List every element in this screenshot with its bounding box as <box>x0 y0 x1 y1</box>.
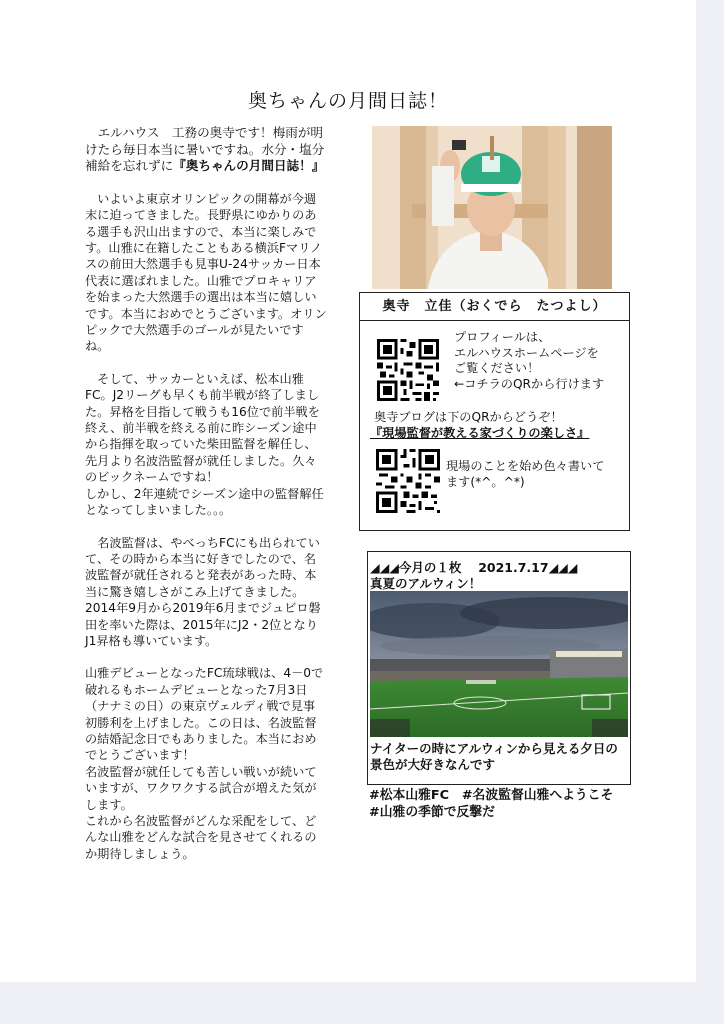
photo-card-caption: ナイターの時にアルウィンから見える夕日の景色が大好きなんです <box>370 741 618 772</box>
intro-emphasis: 『奥ちゃんの月間日誌！』 <box>173 158 325 174</box>
paragraph-olympics: いよいよ東京オリンピックの開幕が今週末に迫ってきました。長野県にゆかりのある選手も沢山出ますので、本当に楽しみです。山雅に在籍したこともある横浜Fマリノスの前田大然選手も見事U-24サッカー日本代表に選ばれました。山雅でプロキャリアを始まった大然選手の選出は本当に嬉しいです。本当におめでとうございます。オリンピックで大然選手のゴールが見たいですね。 <box>85 191 327 354</box>
profile-qr-icon[interactable] <box>377 339 439 401</box>
paragraph-nanami-coach: 名波監督は、やべっちFCにも出られていて、その時から本当に好きでしたので、名波監督が就任されると発表があった時、本当に驚き嬉しさがこみ上げてきました。2014年9月から2019年6月までジュビロ磐田を率いた際は、2015年にJ2・2位となりJ1昇格も導いています。 <box>85 535 321 648</box>
blog-qr-text: 現場のことを始め色々書いて ます(*^。^*) <box>446 459 605 489</box>
blog-intro: 奥寺ブログは下のQRからどうぞ！ <box>374 410 563 424</box>
hashtags: #松本山雅FC #名波監督山雅へようこそ #山雅の季節で反撃だ <box>369 788 627 820</box>
worker-photo <box>372 126 612 289</box>
stadium-photo <box>370 591 628 737</box>
profile-box <box>359 292 630 531</box>
photo-card-heading: ◢◢◢今月の１枚 2021.7.17◢◢◢ <box>370 560 578 575</box>
profile-qr-text: プロフィールは、 エルハウスホームページを ご覧ください！ ←コチラのQRから行けます <box>454 330 605 391</box>
intro-text: エルハウス 工務の奥寺です！梅雨が明けたら毎日本当に暑いですね。水分・塩分補給を忘れずに <box>85 125 325 174</box>
paragraph-debut: 山雅デビューとなったFC琉球戦は、4－0で破れるもホームデビューとなった7月3日（ナナミの日）の東京ヴェルディ戦で見事初勝利を上げました。この日は、名波監督の結婚記念日でもありました。本当におめでとうございます！ 名波監督が就任しても苦しい戦いが続いていますが、ワクワクする試合が増えた気がします。 これから名波監督がどんな采配をして、どんな山雅をどんな試合を見させてくれるのか期待しましょう。 <box>85 666 324 861</box>
blog-title-link[interactable]: 『現場監督が教える家づくりの楽しさ』 <box>370 426 590 440</box>
photo-of-month-card <box>367 551 631 785</box>
intro-paragraph <box>85 125 327 175</box>
article-column <box>85 125 327 878</box>
photo-card-subtitle: 真夏のアルウィン！ <box>370 576 482 591</box>
profile-name: 奥寺 立佳（おくでら たつよし） <box>360 293 629 321</box>
blog-qr-icon[interactable] <box>376 449 440 513</box>
paragraph-yamaga-season: そして、サッカーといえば、松本山雅FC。J2リーグも早くも前半戦が終了しました。昇格を目指して戦うも16位で前半戦を終え、前半戦を終える前に昨シーズン途中から指揮を取っていた柴田監督を解任し、先月より名波浩監督が就任しました。久々のビックネームですね！ しかし、2年連続でシーズン途中の監督解任となってしまいました。。。 <box>85 371 324 518</box>
page-title: 奥ちゃんの月間日誌！ <box>247 90 448 112</box>
